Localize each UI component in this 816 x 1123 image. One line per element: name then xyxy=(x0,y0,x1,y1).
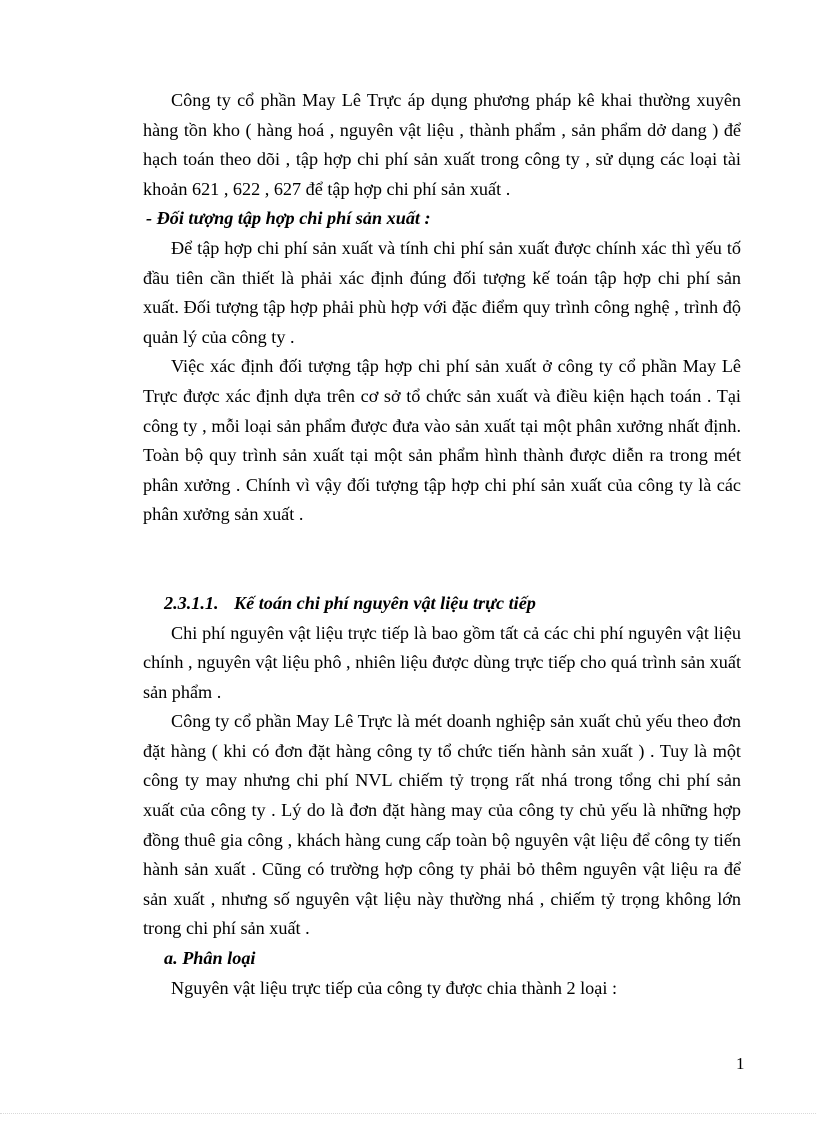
section-heading xyxy=(143,589,741,619)
paragraph-material-types: Nguyên vật liệu trực tiếp của công ty được chia thành 2 loại : xyxy=(171,977,617,998)
section-spacer xyxy=(143,530,741,589)
paragraph-direct-material-definition: Chi phí nguyên vật liệu trực tiếp là bao gồm tất cả các chi phí nguyên vật liệu chính , nguyên vật liệu phô , nhiên liệu được dùng trực tiếp cho quá trình sản xuất sản phẩm . xyxy=(143,622,741,702)
page-body xyxy=(143,86,741,1003)
paragraph-accounting-method: Công ty cổ phần May Lê Trực áp dụng phương pháp kê khai thường xuyên hàng tồn kho ( hàng hoá , nguyên vật liệu , thành phẩm , sản phẩm dở dang ) để hạch toán theo dõi , tập hợp chi phí sản xuất trong công ty , sử dụng các loại tài khoản 621 , 622 , 627 để tập hợp chi phí sản xuất . xyxy=(143,90,741,199)
section-title: Kế toán chi phí nguyên vật liệu trực tiếp xyxy=(234,592,536,613)
page-bottom-divider xyxy=(0,1113,816,1114)
paragraph-cost-object-definition: Để tập hợp chi phí sản xuất và tính chi phí sản xuất được chính xác thì yếu tố đầu tiên cần thiết là phải xác định đúng đối tượng kế toán tập hợp chi phí sản xuất. Đối tượng tập hợp phải phù hợp với đặc điểm quy trình công nghệ , trình độ quản lý của công ty . xyxy=(143,237,741,347)
paragraph-cost-object-determination: Việc xác định đối tượng tập hợp chi phí sản xuất ở công ty cổ phần May Lê Trực được xác định dựa trên cơ sở tổ chức sản xuất và điều kiện hạch toán . Tại công ty , mỗi loại sản phẩm được đưa vào sản xuất tại một phân xưởng nhất định. Toàn bộ quy trình sản xuất tại một sản phẩm hình thành được diễn ra trong mét phân xưởng . Chính vì vậy đối tượng tập hợp chi phí sản xuất của công ty là các phân xưởng sản xuất . xyxy=(143,356,741,525)
heading-cost-object: - Đối tượng tập hợp chi phí sản xuất : xyxy=(146,208,431,229)
subheading-classification: a. Phân loại xyxy=(164,948,256,969)
page-number: 1 xyxy=(736,1054,745,1073)
paragraph-company-production: Công ty cổ phần May Lê Trực là mét doanh nghiệp sản xuất chủ yếu theo đơn đặt hàng ( khi có đơn đặt hàng công ty tổ chức tiến hành sản xuất ) . Tuy là một công ty may nhưng chi phí NVL chiếm tỷ trọng rất nhá trong tổng chi phí sản xuất của công ty . Lý do là đơn đặt hàng may của công ty chủ yếu là những hợp đồng thuê gia công , khách hàng cung cấp toàn bộ nguyên vật liệu để công ty tiến hành sản xuất . Cũng có trường hợp công ty phải bỏ thêm nguyên vật liệu ra để sản xuất , nhưng số nguyên vật liệu này thường nhá , chiếm tỷ trọng không lớn trong chi phí sản xuất . xyxy=(143,711,741,939)
section-number: 2.3.1.1. xyxy=(164,592,219,613)
